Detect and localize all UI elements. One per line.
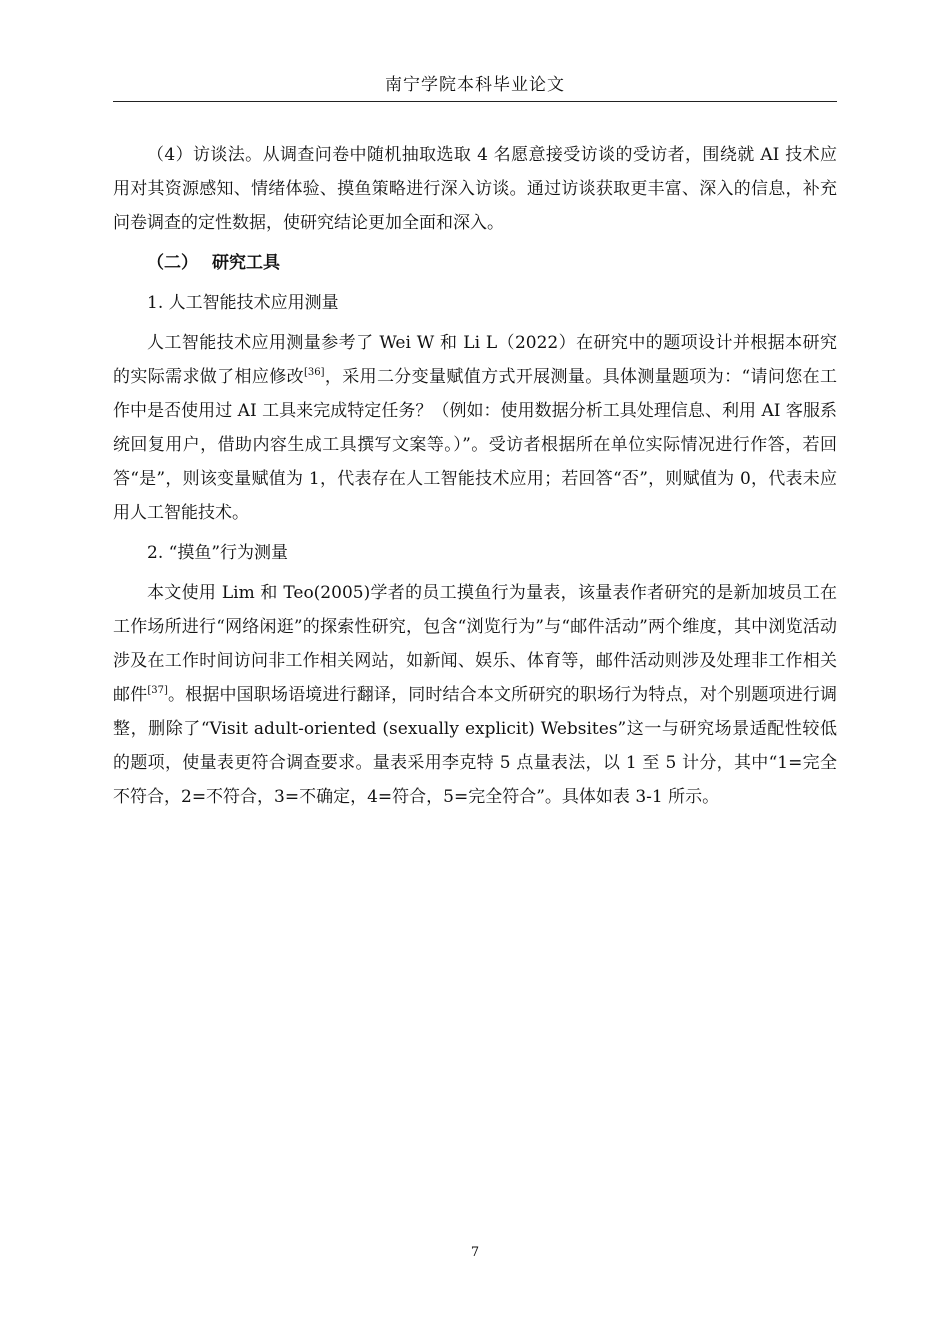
citation-ref-37: [37] [147, 685, 168, 696]
paragraph-slacking-measure-text-b: 。根据中国职场语境进行翻译，同时结合本文所研究的职场行为特点，对个别题项进行调整，删除了“Visit adult-oriented (sexually explicit) Websites”这一与研究场景适配性较低的题项，使量表更符合调查要求。量表采用李克特 5 点量表法，以 1 至 5 计分，其中“1=完全不符合，2=不符合，3=不确定，4=符合，5=完全符合”。具体如表 3-1 所示。 [113, 685, 838, 807]
body-content [113, 138, 837, 820]
paragraph-slacking-measure-text-a: 本文使用 Lim 和 Teo(2005)学者的员工摸鱼行为量表，该量表作者研究的是新加坡员工在工作场所进行“网络闲逛”的探索性研究，包含“浏览行为”与“邮件活动”两个维度，其中浏览活动涉及在工作时间访问非工作相关网站，如新闻、娱乐、体育等，邮件活动则涉及处理非工作相关邮件 [113, 583, 837, 705]
subheading-ai-measure: 1. 人工智能技术应用测量 [147, 293, 339, 313]
paragraph-ai-measure-text-b: ，采用二分变量赋值方式开展测量。具体测量题项为：“请问您在工作中是否使用过 AI 工具来完成特定任务？（例如：使用数据分析工具处理信息、利用 AI 客服系统回复用户，借助内容生成工具撰写文案等。）”。受访者根据所在单位实际情况进行作答，若回答“是”，则该变量赋值为 1，代表存在人工智能技术应用；若回答“否”，则赋值为 0，代表未应用人工智能技术。 [113, 367, 837, 523]
paragraph-ai-measure [113, 326, 837, 530]
paragraph-ai-measure-text-a: 人工智能技术应用测量参考了 Wei W 和 Li L（2022）在研究中的题项设计并根据本研究的实际需求做了相应修改 [113, 333, 837, 387]
section-title: 研究工具 [212, 253, 280, 273]
header-rule [113, 101, 837, 102]
citation-ref-36: [36] [303, 367, 325, 378]
running-header: 南宁学院本科毕业论文 [385, 75, 565, 95]
paragraph-interview-method: （4）访谈法。从调查问卷中随机抽取选取 4 名愿意接受访谈的受访者，围绕就 AI 技术应用对其资源感知、情绪体验、摸鱼策略进行深入访谈。通过访谈获取更丰富、深入的信息，补充问卷调查的定性数据，使研究结论更加全面和深入。 [113, 145, 837, 233]
paragraph-slacking-measure [113, 576, 837, 814]
page-number: 7 [470, 1245, 480, 1260]
section-heading [113, 246, 837, 280]
subheading-slacking-measure: 2. “摸鱼”行为测量 [147, 543, 289, 563]
section-number: （二） [147, 253, 198, 273]
